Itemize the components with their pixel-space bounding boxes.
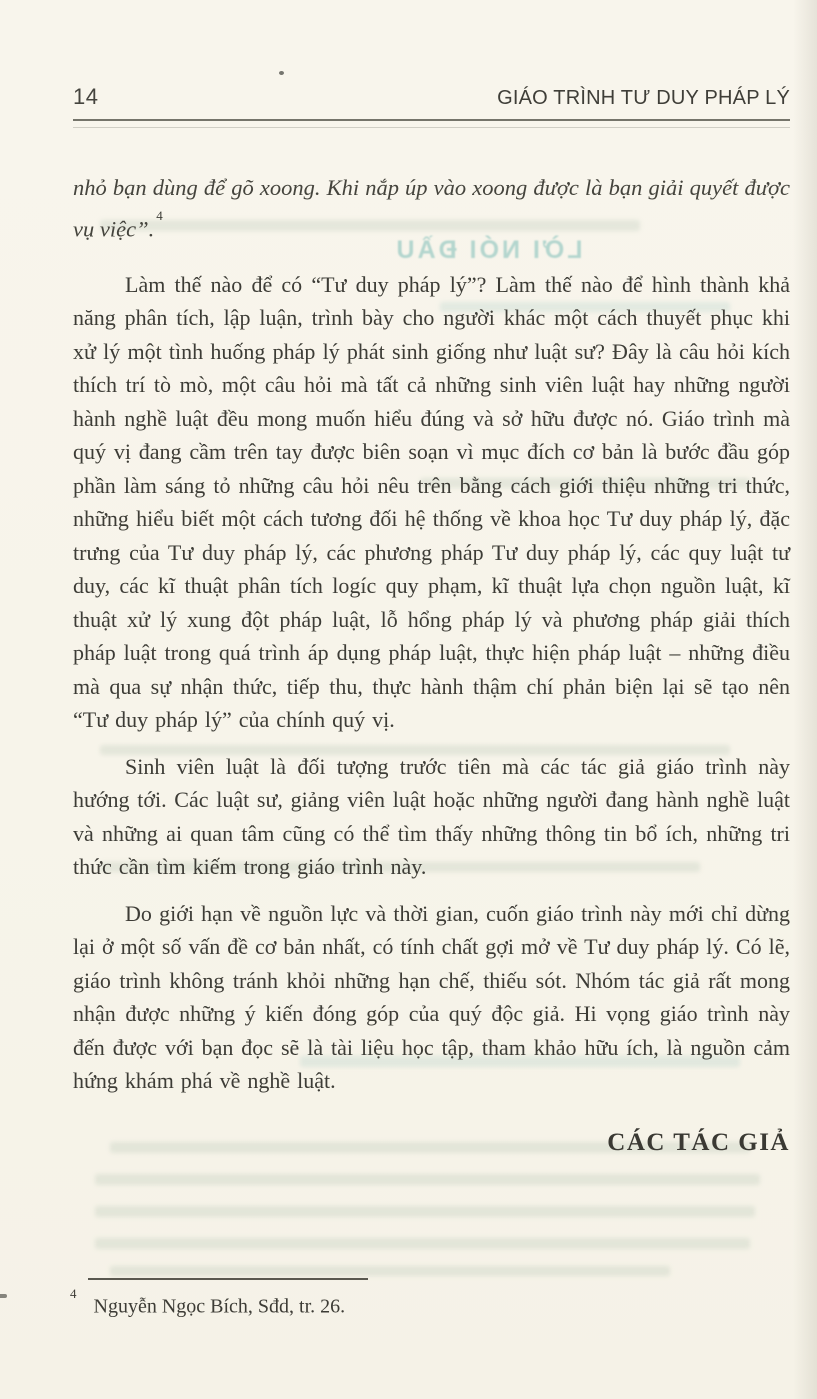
running-header [73,84,790,110]
footnote-ref-4: 4 [156,208,163,223]
body-paragraph-1: Làm thế nào để có “Tư duy pháp lý”? Làm thế nào để hình thành khả năng phân tích, lập luận, trình bày cho người khác một cách thuyết phục khi xử lý một tình huống pháp lý phát sinh giống như luật sư? Đây là câu hỏi kích thích trí tò mò, một câu hỏi mà tất cả những sinh viên luật hay những người hành nghề luật đều mong muốn hiểu đúng và sở hữu được nó. Giáo trình mà quý vị đang cầm trên tay được biên soạn vì mục đích cơ bản là bước đầu góp phần làm sáng tỏ những câu hỏi nêu trên bằng cách giới thiệu những tri thức, những hiểu biết một cách tương đối hệ thống về khoa học Tư duy pháp lý, đặc trưng của Tư duy pháp lý, các phương pháp Tư duy pháp lý, các quy luật tư duy, các kĩ thuật phân tích logíc quy phạm, kĩ thuật lựa chọn nguồn luật, kĩ thuật xử lý xung đột pháp luật, lỗ hổng pháp lý và phương pháp giải thích pháp luật trong quá trình áp dụng pháp luật, thực hiện pháp luật – những điều mà qua sự nhận thức, tiếp thu, thực hành thậm chí phản biện lại sẽ tạo nên “Tư duy pháp lý” của chính quý vị. [73,271,790,732]
footnote-marker: 4 [70,1286,77,1301]
bleed-through-line [95,1206,755,1217]
footnote-rule [88,1278,368,1280]
body-paragraph-3: Do giới hạn về nguồn lực và thời gian, cuốn giáo trình này mới chỉ dừng lại ở một số vấn đề cơ bản nhất, có tính chất gợi mở về Tư duy pháp lý. Có lẽ, giáo trình không tránh khỏi những hạn chế, thiếu sót. Nhóm tác giả rất mong nhận được những ý kiến đóng góp của quý độc giả. Hi vọng giáo trình này đến được với bạn đọc sẽ là tài liệu học tập, tham khảo hữu ích, là nguồn cảm hứng khám phá về nghề luật. [73,900,790,1093]
authors-signature: CÁC TÁC GIẢ [607,1128,790,1156]
footnote [70,1278,790,1321]
running-title: GIÁO TRÌNH TƯ DUY PHÁP LÝ [497,87,790,109]
bleed-through-mirrored-title: LỜI NÓI ĐẦU [393,236,583,264]
bleed-through-line [95,1238,750,1249]
header-rule [73,119,790,121]
bleed-through-line [95,1174,760,1185]
scan-speck [0,1294,7,1298]
bleed-through-line [110,1266,670,1276]
page-number: 14 [73,84,99,109]
footnote-text: Nguyễn Ngọc Bích, Sđd, tr. 26. [93,1295,346,1318]
quote-text: nhỏ bạn dùng để gõ xoong. Khi nắp úp vào xoong được là bạn giải quyết được vụ việc”. [73,175,790,242]
quote-continuation [73,170,790,248]
footnote-line [70,1287,790,1321]
body-paragraph-2: Sinh viên luật là đối tượng trước tiên mà các tác giả giáo trình này hướng tới. Các luật sư, giảng viên luật hoặc những người đang hành nghề luật và những ai quan tâm cũng có thể tìm thấy những thông tin bổ ích, những tri thức cần tìm kiếm trong giáo trình này. [73,753,790,879]
